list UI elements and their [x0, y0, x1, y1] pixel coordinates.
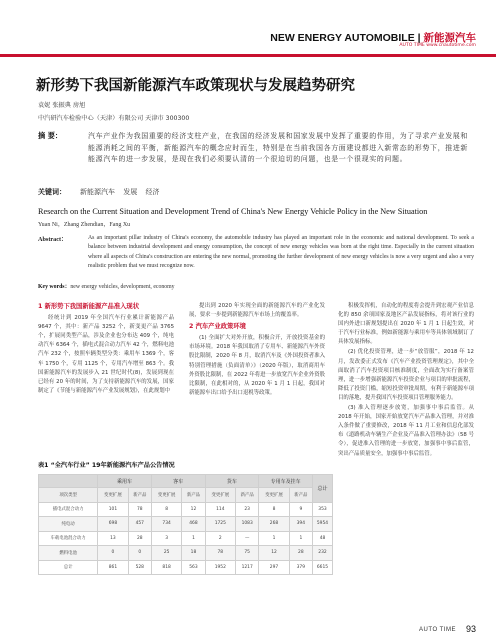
table-cell: 78 — [128, 502, 151, 517]
body-paragraph: (3) 准入管理逐步放宽，加强事中事后监管。从 2018 年开始，国家开始放宽汽车产品准入管理，并对准入条件做了重要修改，2018 年 11 月工业和信息化部发布《道路机动车辆生产企业及产品准入管理办法》（58 号令），促进准入管理的进一步放宽，加强事中事后监管，突出产品质量安全，加强事中事后监管。 — [338, 405, 474, 457]
table-cell: 3 — [151, 531, 181, 546]
english-authors: Yuan Ni，Zhang Zhendian，Fang Xu — [38, 222, 131, 228]
sub-header: 新产品 — [128, 488, 151, 503]
table-sub-header — [39, 488, 333, 503]
table-row — [39, 502, 333, 517]
table-cell: 114 — [205, 502, 235, 517]
keywords-text: 新能源汽车 发展 经济 — [80, 188, 160, 196]
table-cell: 2 — [205, 531, 235, 546]
footer-journal: AUTO TIME — [419, 627, 456, 633]
table-cell: 6615 — [312, 560, 332, 575]
table-cell: 563 — [182, 560, 205, 575]
row-label: 总计 — [39, 560, 98, 575]
section-heading-2: 2 汽车产业政策环境 — [189, 323, 246, 331]
sub-header: 新产品 — [289, 488, 312, 503]
row-header-label: 项次类型 — [39, 488, 98, 503]
table-cell: 8 — [259, 502, 289, 517]
table-cell: 48 — [312, 531, 332, 546]
table-cell: 23 — [236, 502, 259, 517]
table-cell: 528 — [128, 560, 151, 575]
table-cell: 0 — [98, 546, 128, 561]
table-row — [39, 560, 333, 575]
table-row — [39, 531, 333, 546]
sub-header: 变更扩展 — [98, 488, 128, 503]
table-cell: 1 — [182, 531, 205, 546]
sub-header: 变更扩展 — [151, 488, 181, 503]
table-cell: 0 — [128, 546, 151, 561]
sub-header: 新产品 — [182, 488, 205, 503]
section-heading-1: 1 新形势下我国新能源产品准入现状 — [38, 303, 140, 310]
table-cell: 353 — [312, 502, 332, 517]
group-header: 乘用车 — [98, 475, 152, 488]
table-corner — [39, 475, 98, 488]
table-cell: 75 — [236, 546, 259, 561]
group-header: 专用车及挂车 — [259, 475, 313, 488]
table-cell: 297 — [259, 560, 289, 575]
table-cell: — — [236, 531, 259, 546]
table-cell: 394 — [289, 517, 312, 532]
abstract-text: 汽车产业作为我国重要的经济支柱产业，在我国的经济发展和国家发展中发挥了重要的作用，为了寻求产业发展和能源消耗之间的平衡，新能源汽车的概念应时而生，特别是在当前我国各方面建设都进入新常态的形势下，推进新能源汽车的进一步发展，是现在我们必须要认清的一个很迫切的问题，也是一个很现实的问题。 — [88, 132, 468, 163]
body-paragraph: 积极发挥机，自动化的程度将会提升到宏观产业信息化的 850 余项国家及地区产品发展指标，将对该行业的国内外进口新规划提出在 2020 年 1 月 1 日起生效，对于汽车行业标准，例如新能源与乘用车等具体领域制订了具体发展指标。 — [338, 303, 474, 346]
group-header: 总计 — [312, 475, 332, 503]
row-label: 燃料电池 — [39, 546, 98, 561]
table-row — [39, 517, 333, 532]
keywords-label: 关键词： — [38, 188, 66, 196]
table-cell: 18 — [182, 546, 205, 561]
table-cell: 457 — [128, 517, 151, 532]
journal-title-cn: 新能源汽车 — [423, 32, 476, 44]
body-paragraph: 提出到 2020 年实现全面的新能源汽车的产业化发展，要求一步提到新能源汽车市场上的覆盖率。 — [189, 303, 325, 319]
group-header: 货车 — [205, 475, 259, 488]
table-cell: 5954 — [312, 517, 332, 532]
table-cell: 861 — [98, 560, 128, 575]
table-cell: 379 — [289, 560, 312, 575]
table-group-header — [39, 475, 333, 488]
abstract-label: 摘 要： — [38, 131, 63, 140]
group-header: 客车 — [151, 475, 205, 488]
sub-header: 变更扩展 — [259, 488, 289, 503]
table-cell: 25 — [151, 546, 181, 561]
table-cell: 28 — [289, 546, 312, 561]
table-cell: 1 — [289, 531, 312, 546]
table-cell: 468 — [182, 517, 205, 532]
authors: 袁妮 张振典 房旭 — [38, 102, 86, 109]
table-cell: 1952 — [205, 560, 235, 575]
data-table — [38, 474, 333, 575]
table-cell: 9 — [289, 502, 312, 517]
journal-subtitle: AUTO TIME www.cnautotime.com — [399, 43, 476, 48]
journal-title-en: NEW ENERGY AUTOMOBILE | — [270, 32, 421, 44]
table-cell: 12 — [182, 502, 205, 517]
body-paragraph: 经统计到 2019 年全国汽车行业累计新能源产品 9647 个，其中：新产品 3252 个，新变更产品 3765 个，扩展同类型产品，涉及企业也分布达 409 个，纯电动汽车 6364 个，插电式混合动力汽车 42 个，燃料电池汽车 232 个，按照车辆类型分类：乘用车 1369 个，客车 1750 个，专用 1125 个，专用汽车增至 863 个。我国新能源汽车的发展步入 21 世纪时代(8)，发展到现在已经有 20 年的时间，为了支持新能源汽车的发展，国家制定了《节能与新能源汽车产业发展规划》，在此规划中 — [38, 315, 174, 394]
sub-header: 新产品 — [236, 488, 259, 503]
body-column-2 — [189, 302, 325, 399]
body-paragraph: (1) 全面扩大对外开放，积极合开，开放投资基金的市场环境。2018 年我国取消了专用车、新能源汽车外资股比限制，2020 年 8 月，取消汽车及《外国投资者准入特别管理措施（负面清单）》（2020 年版），取消商用车外资股比限制，在 2022 年将进一步放宽汽车企业外资股比限制，在此相对的，从 2020 年 1 月 1 日起，我国对新能源车出口给予出口退税等政策。 — [189, 335, 325, 396]
body-column-1 — [38, 302, 174, 397]
table-cell: 734 — [151, 517, 181, 532]
table-cell: 78 — [205, 546, 235, 561]
table-cell: 12 — [259, 546, 289, 561]
row-label: 插电式混合动力 — [39, 502, 98, 517]
table-cell: 1083 — [236, 517, 259, 532]
english-abstract-label: Abstract： — [38, 236, 68, 243]
table-cell: 818 — [151, 560, 181, 575]
english-keywords-label: Key words： — [38, 284, 71, 290]
header-divider — [0, 54, 496, 57]
row-label: 纯电动 — [39, 517, 98, 532]
table-cell: 28 — [128, 531, 151, 546]
table-cell: 232 — [312, 546, 332, 561]
english-keywords-text: new energy vehicles, development, economy — [70, 284, 175, 290]
english-title: Research on the Current Situation and Development Trend of China's New Energy Vehicle Policy in the New Situation — [38, 207, 428, 216]
sub-header: 变更扩展 — [205, 488, 235, 503]
table-cell: 8 — [151, 502, 181, 517]
table-caption: 表1 “全汽车行业” 19年新能源汽车产品公告情况 — [38, 462, 175, 469]
affiliation: 中汽研汽车检验中心（天津）有限公司 天津市 300300 — [38, 115, 190, 122]
row-label: 车载电池混合动力 — [39, 531, 98, 546]
table-row — [39, 546, 333, 561]
body-paragraph: (2) 优化投资管理，进一步“放管服”，2018 年 12 月，发改委正式发布《汽车产业投资管理规定》，其中全面取消了汽车投资项目核准制度，全面改为实行备案管理，进一步增强新能源汽车投资企业与项目的审批流程，降低了投资门槛，缩短投资审批周期，有利于新能源车项目的落地，提升我国汽车投资项目管理服务能力。 — [338, 349, 474, 401]
table-cell: 101 — [98, 502, 128, 517]
english-abstract-text: As an important pillar industry of China's economy, the automobile industry has played an important role in the economic and national development. To seek a balance between industrial development and energy consumption, the concept of new energy vehicles was born at the right time. Especially in the current situation where all aspects of China's construction are entering the new normal, promoting the further development of new energy vehicles is now a very urgent and also a very realistic problem that we must recognize now. — [88, 235, 474, 269]
table-cell: 1217 — [236, 560, 259, 575]
table-cell: 1725 — [205, 517, 235, 532]
table-cell: 268 — [259, 517, 289, 532]
table-cell: 698 — [98, 517, 128, 532]
body-column-3 — [338, 302, 474, 460]
table-cell: 13 — [98, 531, 128, 546]
article-title: 新形势下我国新能源汽车政策现状与发展趋势研究 — [36, 78, 355, 94]
english-keywords — [38, 281, 175, 290]
page-number: 93 — [465, 624, 476, 634]
table-cell: 1 — [259, 531, 289, 546]
